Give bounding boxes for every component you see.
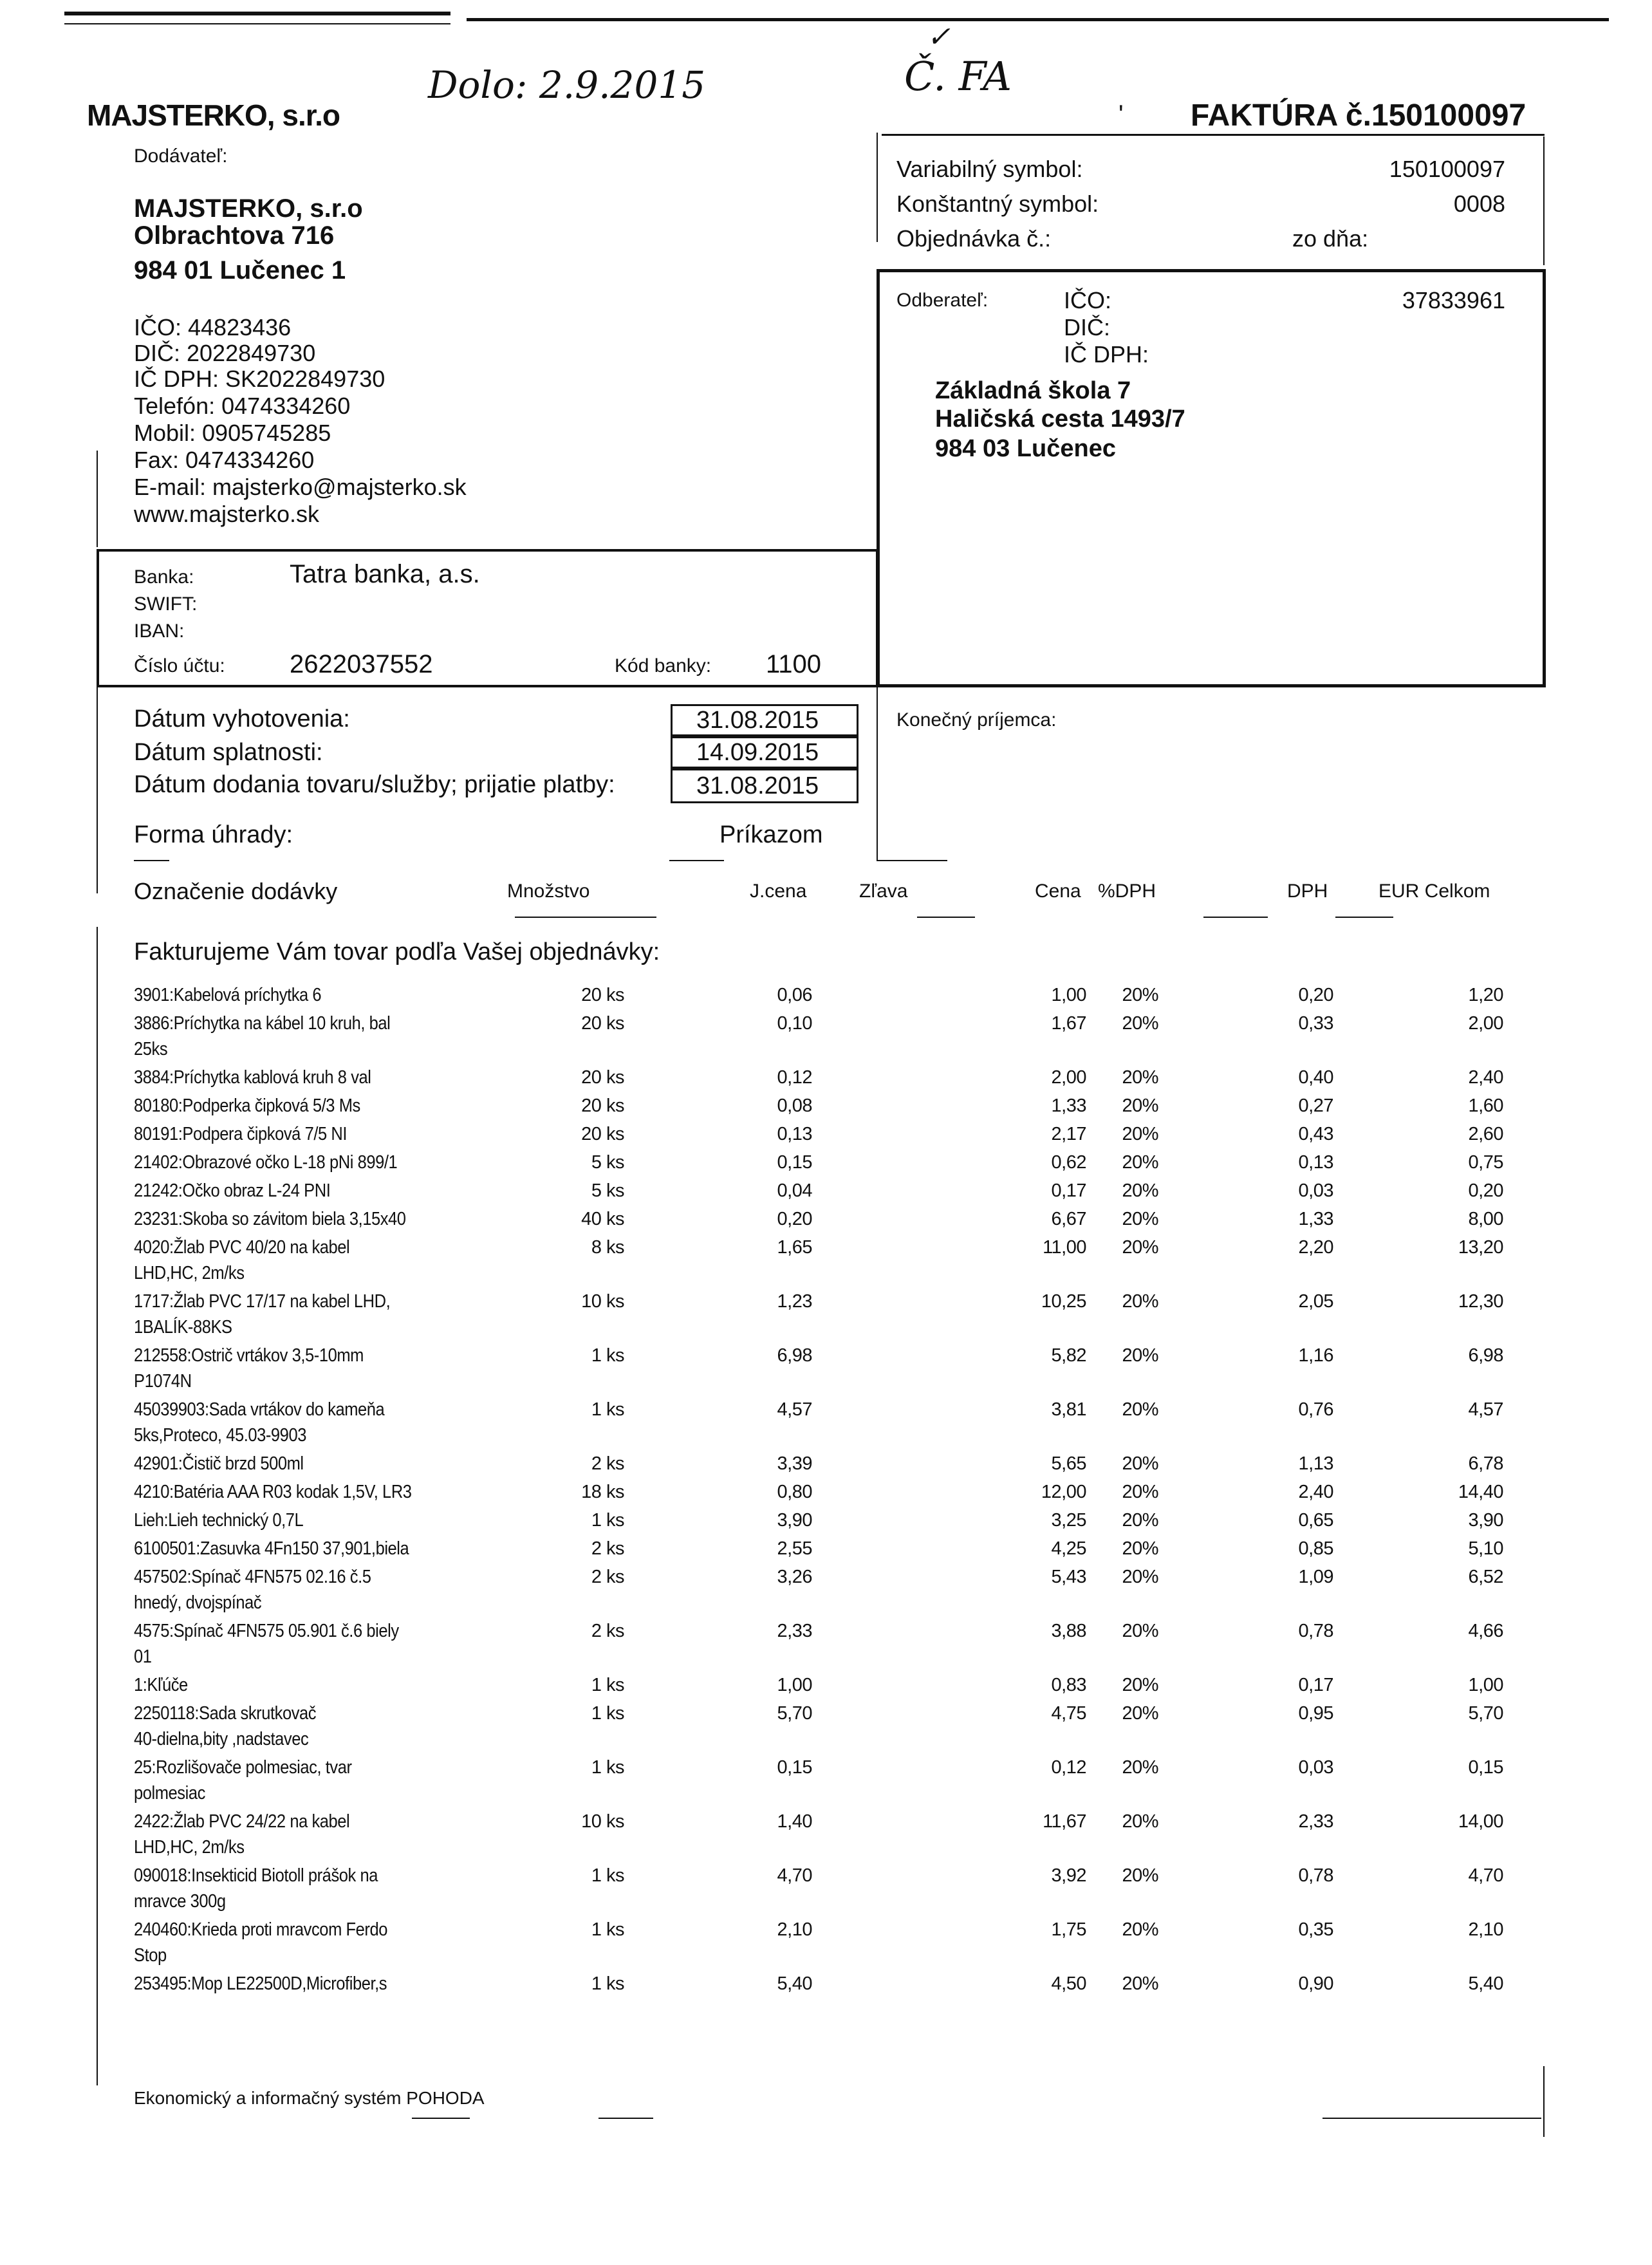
item-vat-percent: 20%	[1122, 1482, 1158, 1502]
item-unit-price: 3,90	[777, 1510, 812, 1531]
supplier-ico: IČO: 44823436	[134, 314, 292, 340]
item-quantity: 1 ks	[591, 1865, 624, 1886]
item-unit-price: 3,39	[777, 1453, 812, 1474]
item-price: 1,75	[1051, 1919, 1086, 1940]
item-description: 1717:Žlab PVC 17/17 na kabel LHD,	[134, 1291, 391, 1312]
item-vat: 2,40	[1298, 1482, 1333, 1502]
final-recipient-label: Konečný príjemca:	[896, 709, 1057, 731]
item-vat: 0,90	[1298, 1973, 1333, 1994]
bank-code-value: 1100	[766, 650, 822, 678]
supplier-city: 984 01 Lučenec 1	[134, 256, 346, 284]
item-unit-price: 4,70	[777, 1865, 812, 1886]
item-price: 6,67	[1051, 1209, 1086, 1229]
item-price: 3,25	[1051, 1510, 1086, 1531]
item-vat: 1,33	[1298, 1209, 1333, 1229]
item-description: 80180:Podperka čipková 5/3 Ms	[134, 1095, 360, 1116]
item-quantity: 10 ks	[581, 1291, 624, 1312]
item-price: 12,00	[1041, 1482, 1086, 1502]
header-underline-1	[515, 917, 656, 918]
item-price: 5,43	[1051, 1567, 1086, 1587]
item-price: 4,50	[1051, 1973, 1086, 1994]
issue-date-label: Dátum vyhotovenia:	[134, 705, 350, 732]
item-vat: 0,17	[1298, 1675, 1333, 1695]
item-quantity: 2 ks	[591, 1538, 624, 1559]
item-price: 0,17	[1051, 1180, 1086, 1201]
item-quantity: 20 ks	[581, 1095, 624, 1116]
supplier-name: MAJSTERKO, s.r.o	[134, 194, 363, 223]
header-underline-2	[917, 917, 975, 918]
item-total: 2,40	[1468, 1067, 1503, 1088]
item-total: 2,60	[1468, 1124, 1503, 1144]
item-vat: 2,05	[1298, 1291, 1333, 1312]
item-quantity: 1 ks	[591, 1973, 624, 1994]
item-vat: 2,33	[1298, 1811, 1333, 1832]
item-description: Stop	[134, 1945, 167, 1966]
supplier-icdph: IČ DPH: SK2022849730	[134, 366, 385, 392]
item-vat: 0,95	[1298, 1703, 1333, 1724]
item-description: 80191:Podpera čipková 7/5 NI	[134, 1124, 348, 1144]
item-description: 1BALÍK-88KS	[134, 1317, 232, 1338]
item-vat-percent: 20%	[1122, 1399, 1158, 1420]
item-description: 21402:Obrazové očko L-18 pNi 899/1	[134, 1152, 398, 1173]
customer-city: 984 03 Lučenec	[935, 435, 1116, 462]
due-date-value: 14.09.2015	[696, 739, 819, 766]
item-description: 457502:Spínač 4FN575 02.16 č.5	[134, 1567, 371, 1587]
header-underline-3	[1203, 917, 1268, 918]
item-price: 3,92	[1051, 1865, 1086, 1886]
item-price: 1,67	[1051, 1013, 1086, 1034]
swift-label: SWIFT:	[134, 593, 198, 615]
item-price: 0,83	[1051, 1675, 1086, 1695]
item-description: 3886:Príchytka na kábel 10 kruh, bal	[134, 1013, 391, 1034]
top-rule-thin	[64, 23, 450, 24]
table-row	[0, 1621, 1652, 1672]
item-total: 4,57	[1468, 1399, 1503, 1420]
item-description: 6100501:Zasuvka 4Fn150 37,901,biela	[134, 1538, 409, 1559]
item-total: 5,40	[1468, 1973, 1503, 1994]
item-vat: 0,13	[1298, 1152, 1333, 1173]
item-vat: 0,40	[1298, 1067, 1333, 1088]
supplier-phone: Telefón: 0474334260	[134, 393, 351, 419]
table-row	[0, 1124, 1652, 1150]
table-row	[0, 1013, 1652, 1065]
item-vat: 2,20	[1298, 1237, 1333, 1258]
dates-mid-rule	[877, 687, 878, 861]
table-row	[0, 1567, 1652, 1618]
item-vat-percent: 20%	[1122, 1621, 1158, 1641]
title-underline	[882, 134, 1545, 136]
title-tick: '	[1118, 100, 1124, 129]
item-quantity: 2 ks	[591, 1453, 624, 1474]
customer-label: Odberateľ:	[896, 290, 988, 311]
item-description: 2422:Žlab PVC 24/22 na kabel	[134, 1811, 350, 1832]
item-price: 0,12	[1051, 1757, 1086, 1778]
item-unit-price: 2,55	[777, 1538, 812, 1559]
footer-line-right	[1323, 2118, 1541, 2119]
item-price: 11,00	[1043, 1237, 1086, 1258]
item-vat: 0,76	[1298, 1399, 1333, 1420]
variable-symbol-value: 150100097	[1389, 156, 1505, 182]
table-row	[0, 1919, 1652, 1971]
item-unit-price: 1,00	[777, 1675, 812, 1695]
bank-name: Tatra banka, a.s.	[290, 560, 480, 588]
item-total: 4,66	[1468, 1621, 1503, 1641]
table-row	[0, 1095, 1652, 1121]
item-description: 21242:Očko obraz L-24 PNI	[134, 1180, 331, 1201]
variable-symbol-label: Variabilný symbol:	[896, 156, 1083, 182]
table-row	[0, 1237, 1652, 1289]
constant-symbol-value: 0008	[1453, 191, 1505, 217]
item-description: 212558:Ostrič vrtákov 3,5-10mm	[134, 1345, 364, 1366]
item-vat: 0,43	[1298, 1124, 1333, 1144]
footer-line-left	[412, 2118, 470, 2119]
top-rule-right	[467, 18, 1609, 21]
item-vat-percent: 20%	[1122, 1345, 1158, 1366]
item-quantity: 1 ks	[591, 1345, 624, 1366]
payment-method-label: Forma úhrady:	[134, 821, 293, 848]
item-total: 14,00	[1458, 1811, 1503, 1832]
item-total: 6,78	[1468, 1453, 1503, 1474]
item-total: 6,98	[1468, 1345, 1503, 1366]
table-row	[0, 1291, 1652, 1343]
item-price: 11,67	[1043, 1811, 1086, 1832]
item-quantity: 20 ks	[581, 1013, 624, 1034]
supplier-label: Dodávateľ:	[134, 145, 228, 167]
item-price: 5,65	[1051, 1453, 1086, 1474]
supplier-left-rule	[97, 451, 98, 547]
table-row	[0, 1067, 1652, 1093]
invoice-title: FAKTÚRA č.150100097	[1191, 98, 1527, 133]
table-row	[0, 1538, 1652, 1564]
bank-code-label: Kód banky:	[615, 655, 712, 676]
item-description: hnedý, dvojspínač	[134, 1592, 262, 1613]
customer-street: Haličská cesta 1493/7	[935, 405, 1185, 433]
item-total: 0,15	[1468, 1757, 1503, 1778]
col-header-qty: Množstvo	[507, 881, 590, 902]
supplier-dic: DIČ: 2022849730	[134, 340, 316, 366]
item-vat-percent: 20%	[1122, 1703, 1158, 1724]
item-description: LHD,HC, 2m/ks	[134, 1837, 245, 1858]
order-number-label: Objednávka č.:	[896, 225, 1052, 252]
item-vat-percent: 20%	[1122, 1538, 1158, 1559]
item-unit-price: 0,08	[777, 1095, 812, 1116]
table-intro: Fakturujeme Vám tovar podľa Vašej objednávky:	[134, 938, 660, 965]
item-description: 090018:Insekticid Biotoll prášok na	[134, 1865, 378, 1886]
item-price: 4,75	[1051, 1703, 1086, 1724]
item-total: 1,00	[1468, 1675, 1503, 1695]
item-description: 3901:Kabelová príchytka 6	[134, 985, 322, 1005]
item-vat-percent: 20%	[1122, 1013, 1158, 1034]
col-header-vat: DPH	[1287, 881, 1328, 902]
table-row	[0, 985, 1652, 1011]
customer-ico-label: IČO:	[1064, 287, 1112, 313]
delivery-date-label: Dátum dodania tovaru/služby; prijatie platby:	[134, 771, 615, 798]
item-vat-percent: 20%	[1122, 1237, 1158, 1258]
table-row	[0, 1180, 1652, 1206]
item-vat-percent: 20%	[1122, 1152, 1158, 1173]
item-vat-percent: 20%	[1122, 1865, 1158, 1886]
item-total: 1,60	[1468, 1095, 1503, 1116]
item-description: 5ks,Proteco, 45.03-9903	[134, 1425, 306, 1446]
bank-label: Banka:	[134, 566, 194, 588]
col-header-price: Cena	[1035, 881, 1081, 902]
table-row	[0, 1973, 1652, 1999]
table-row	[0, 1345, 1652, 1397]
supplier-street: Olbrachtova 716	[134, 221, 335, 250]
item-unit-price: 0,80	[777, 1482, 812, 1502]
col-header-designation: Označenie dodávky	[134, 878, 338, 904]
item-unit-price: 0,04	[777, 1180, 812, 1201]
item-description: 23231:Skoba so závitom biela 3,15x40	[134, 1209, 406, 1229]
item-quantity: 5 ks	[591, 1152, 624, 1173]
item-vat: 1,09	[1298, 1567, 1333, 1587]
item-vat: 0,03	[1298, 1757, 1333, 1778]
item-unit-price: 0,20	[777, 1209, 812, 1229]
table-row	[0, 1152, 1652, 1178]
item-description: P1074N	[134, 1371, 192, 1392]
header-underline-4	[1335, 917, 1393, 918]
customer-ico-value: 37833961	[1402, 287, 1505, 313]
item-price: 1,33	[1051, 1095, 1086, 1116]
item-description: 2250118:Sada skrutkovač	[134, 1703, 317, 1724]
table-row	[0, 1865, 1652, 1917]
payment-underline-mid	[669, 860, 724, 861]
item-unit-price: 0,12	[777, 1067, 812, 1088]
item-total: 12,30	[1458, 1291, 1503, 1312]
item-unit-price: 5,40	[777, 1973, 812, 1994]
item-description: LHD,HC, 2m/ks	[134, 1263, 245, 1283]
supplier-mobile: Mobil: 0905745285	[134, 420, 331, 446]
col-header-total: EUR Celkom	[1378, 881, 1490, 902]
item-quantity: 2 ks	[591, 1567, 624, 1587]
item-price: 0,62	[1051, 1152, 1086, 1173]
customer-box	[877, 269, 1546, 687]
handwritten-fa-note: Č. FA	[904, 53, 1012, 100]
item-vat-percent: 20%	[1122, 985, 1158, 1005]
supplier-web: www.majsterko.sk	[134, 501, 320, 527]
constant-symbol-label: Konštantný symbol:	[896, 191, 1099, 217]
iban-label: IBAN:	[134, 620, 185, 642]
handwritten-check-mark: ✓	[927, 21, 951, 53]
item-vat: 1,16	[1298, 1345, 1333, 1366]
item-vat-percent: 20%	[1122, 1067, 1158, 1088]
item-total: 2,10	[1468, 1919, 1503, 1940]
item-vat-percent: 20%	[1122, 1510, 1158, 1531]
item-unit-price: 1,23	[777, 1291, 812, 1312]
item-total: 0,20	[1468, 1180, 1503, 1201]
item-vat-percent: 20%	[1122, 1757, 1158, 1778]
item-vat-percent: 20%	[1122, 1124, 1158, 1144]
item-unit-price: 0,10	[777, 1013, 812, 1034]
col-header-vat-pct: %DPH	[1098, 881, 1156, 902]
item-total: 6,52	[1468, 1567, 1503, 1587]
item-vat-percent: 20%	[1122, 1291, 1158, 1312]
item-vat: 0,27	[1298, 1095, 1333, 1116]
footer-system-name: Ekonomický a informačný systém POHODA	[134, 2088, 485, 2108]
item-price: 3,88	[1051, 1621, 1086, 1641]
item-total: 14,40	[1458, 1482, 1503, 1502]
item-vat-percent: 20%	[1122, 1567, 1158, 1587]
item-total: 8,00	[1468, 1209, 1503, 1229]
item-quantity: 5 ks	[591, 1180, 624, 1201]
item-vat-percent: 20%	[1122, 1453, 1158, 1474]
item-description: 4575:Spínač 4FN575 05.901 č.6 biely	[134, 1621, 399, 1641]
item-description: 01	[134, 1646, 152, 1667]
table-row	[0, 1811, 1652, 1863]
item-quantity: 1 ks	[591, 1510, 624, 1531]
payment-underline-left	[134, 860, 169, 861]
item-description: mravce 300g	[134, 1891, 226, 1912]
item-quantity: 40 ks	[581, 1209, 624, 1229]
item-description: 253495:Mop LE22500D,Microfiber,s	[134, 1973, 387, 1994]
item-vat: 0,20	[1298, 985, 1333, 1005]
item-description: Lieh:Lieh technický 0,7L	[134, 1510, 304, 1531]
item-quantity: 20 ks	[581, 1067, 624, 1088]
item-quantity: 10 ks	[581, 1811, 624, 1832]
footer-right-rule	[1543, 2066, 1545, 2137]
item-unit-price: 2,33	[777, 1621, 812, 1641]
col-header-discount: Zľava	[859, 881, 908, 902]
item-quantity: 2 ks	[591, 1621, 624, 1641]
col-header-unit-price: J.cena	[750, 881, 807, 902]
item-total: 5,70	[1468, 1703, 1503, 1724]
item-vat: 0,78	[1298, 1865, 1333, 1886]
item-vat-percent: 20%	[1122, 1180, 1158, 1201]
item-quantity: 1 ks	[591, 1675, 624, 1695]
dates-left-rule	[97, 687, 98, 893]
item-description: 4020:Žlab PVC 40/20 na kabel	[134, 1237, 350, 1258]
item-total: 0,75	[1468, 1152, 1503, 1173]
item-vat: 1,13	[1298, 1453, 1333, 1474]
table-row	[0, 1209, 1652, 1235]
item-quantity: 18 ks	[581, 1482, 624, 1502]
item-vat-percent: 20%	[1122, 1209, 1158, 1229]
item-vat: 0,03	[1298, 1180, 1333, 1201]
item-price: 2,17	[1051, 1124, 1086, 1144]
item-description: 45039903:Sada vrtákov do kameňa	[134, 1399, 385, 1420]
item-vat-percent: 20%	[1122, 1973, 1158, 1994]
symbols-left-rule	[877, 133, 878, 242]
item-price: 4,25	[1051, 1538, 1086, 1559]
item-unit-price: 1,40	[777, 1811, 812, 1832]
item-description: 3884:Príchytka kablová kruh 8 val	[134, 1067, 371, 1088]
table-row	[0, 1482, 1652, 1507]
supplier-fax: Fax: 0474334260	[134, 447, 315, 473]
item-vat: 0,33	[1298, 1013, 1333, 1034]
item-unit-price: 1,65	[777, 1237, 812, 1258]
table-row	[0, 1510, 1652, 1536]
item-vat: 0,35	[1298, 1919, 1333, 1940]
item-quantity: 1 ks	[591, 1757, 624, 1778]
item-total: 1,20	[1468, 985, 1503, 1005]
item-price: 3,81	[1051, 1399, 1086, 1420]
item-quantity: 8 ks	[591, 1237, 624, 1258]
item-quantity: 1 ks	[591, 1919, 624, 1940]
item-vat: 0,85	[1298, 1538, 1333, 1559]
item-unit-price: 4,57	[777, 1399, 812, 1420]
customer-icdph-label: IČ DPH:	[1064, 341, 1149, 368]
item-vat-percent: 20%	[1122, 1811, 1158, 1832]
customer-name: Základná škola 7	[935, 377, 1131, 404]
due-date-label: Dátum splatnosti:	[134, 739, 323, 766]
item-unit-price: 0,15	[777, 1757, 812, 1778]
table-row	[0, 1757, 1652, 1809]
item-price: 1,00	[1051, 985, 1086, 1005]
item-unit-price: 3,26	[777, 1567, 812, 1587]
item-vat-percent: 20%	[1122, 1095, 1158, 1116]
item-total: 13,20	[1458, 1237, 1503, 1258]
item-quantity: 1 ks	[591, 1703, 624, 1724]
item-total: 4,70	[1468, 1865, 1503, 1886]
symbols-right-rule	[1543, 136, 1545, 265]
footer-line-mid	[599, 2118, 653, 2119]
account-number: 2622037552	[290, 650, 433, 678]
recipient-underline	[877, 860, 947, 861]
item-description: polmesiac	[134, 1783, 205, 1804]
item-unit-price: 0,15	[777, 1152, 812, 1173]
item-unit-price: 2,10	[777, 1919, 812, 1940]
item-description: 240460:Krieda proti mravcom Ferdo	[134, 1919, 388, 1940]
table-row	[0, 1675, 1652, 1701]
item-vat-percent: 20%	[1122, 1675, 1158, 1695]
item-description: 1:Kľúče	[134, 1675, 188, 1695]
item-unit-price: 6,98	[777, 1345, 812, 1366]
item-unit-price: 5,70	[777, 1703, 812, 1724]
item-description: 4210:Batéria AAA R03 kodak 1,5V, LR3	[134, 1482, 412, 1502]
item-unit-price: 0,13	[777, 1124, 812, 1144]
item-price: 2,00	[1051, 1067, 1086, 1088]
item-price: 5,82	[1051, 1345, 1086, 1366]
item-total: 5,10	[1468, 1538, 1503, 1559]
item-quantity: 1 ks	[591, 1399, 624, 1420]
item-unit-price: 0,06	[777, 985, 812, 1005]
company-logo: MAJSTERKO, s.r.o	[87, 98, 340, 132]
table-row	[0, 1453, 1652, 1479]
handwritten-date-note: Dolo: 2.9.2015	[428, 63, 706, 107]
item-vat-percent: 20%	[1122, 1919, 1158, 1940]
payment-method-value: Príkazom	[719, 821, 823, 848]
item-quantity: 20 ks	[581, 985, 624, 1005]
account-label: Číslo účtu:	[134, 655, 225, 676]
supplier-email: E-mail: majsterko@majsterko.sk	[134, 474, 467, 500]
order-date-label: zo dňa:	[1292, 225, 1369, 252]
issue-date-value: 31.08.2015	[696, 707, 819, 734]
top-rule-left	[64, 12, 450, 15]
item-description: 25ks	[134, 1039, 168, 1059]
item-total: 3,90	[1468, 1510, 1503, 1531]
item-description: 42901:Čistič brzd 500ml	[134, 1453, 304, 1474]
table-row	[0, 1399, 1652, 1451]
item-description: 40-dielna,bity ,nadstavec	[134, 1729, 309, 1749]
item-total: 2,00	[1468, 1013, 1503, 1034]
item-vat: 0,78	[1298, 1621, 1333, 1641]
customer-dic-label: DIČ:	[1064, 314, 1110, 340]
table-row	[0, 1703, 1652, 1755]
item-vat: 0,65	[1298, 1510, 1333, 1531]
item-quantity: 20 ks	[581, 1124, 624, 1144]
item-description: 25:Rozlišovače polmesiac, tvar	[134, 1757, 352, 1778]
item-price: 10,25	[1041, 1291, 1086, 1312]
delivery-date-value: 31.08.2015	[696, 772, 819, 799]
